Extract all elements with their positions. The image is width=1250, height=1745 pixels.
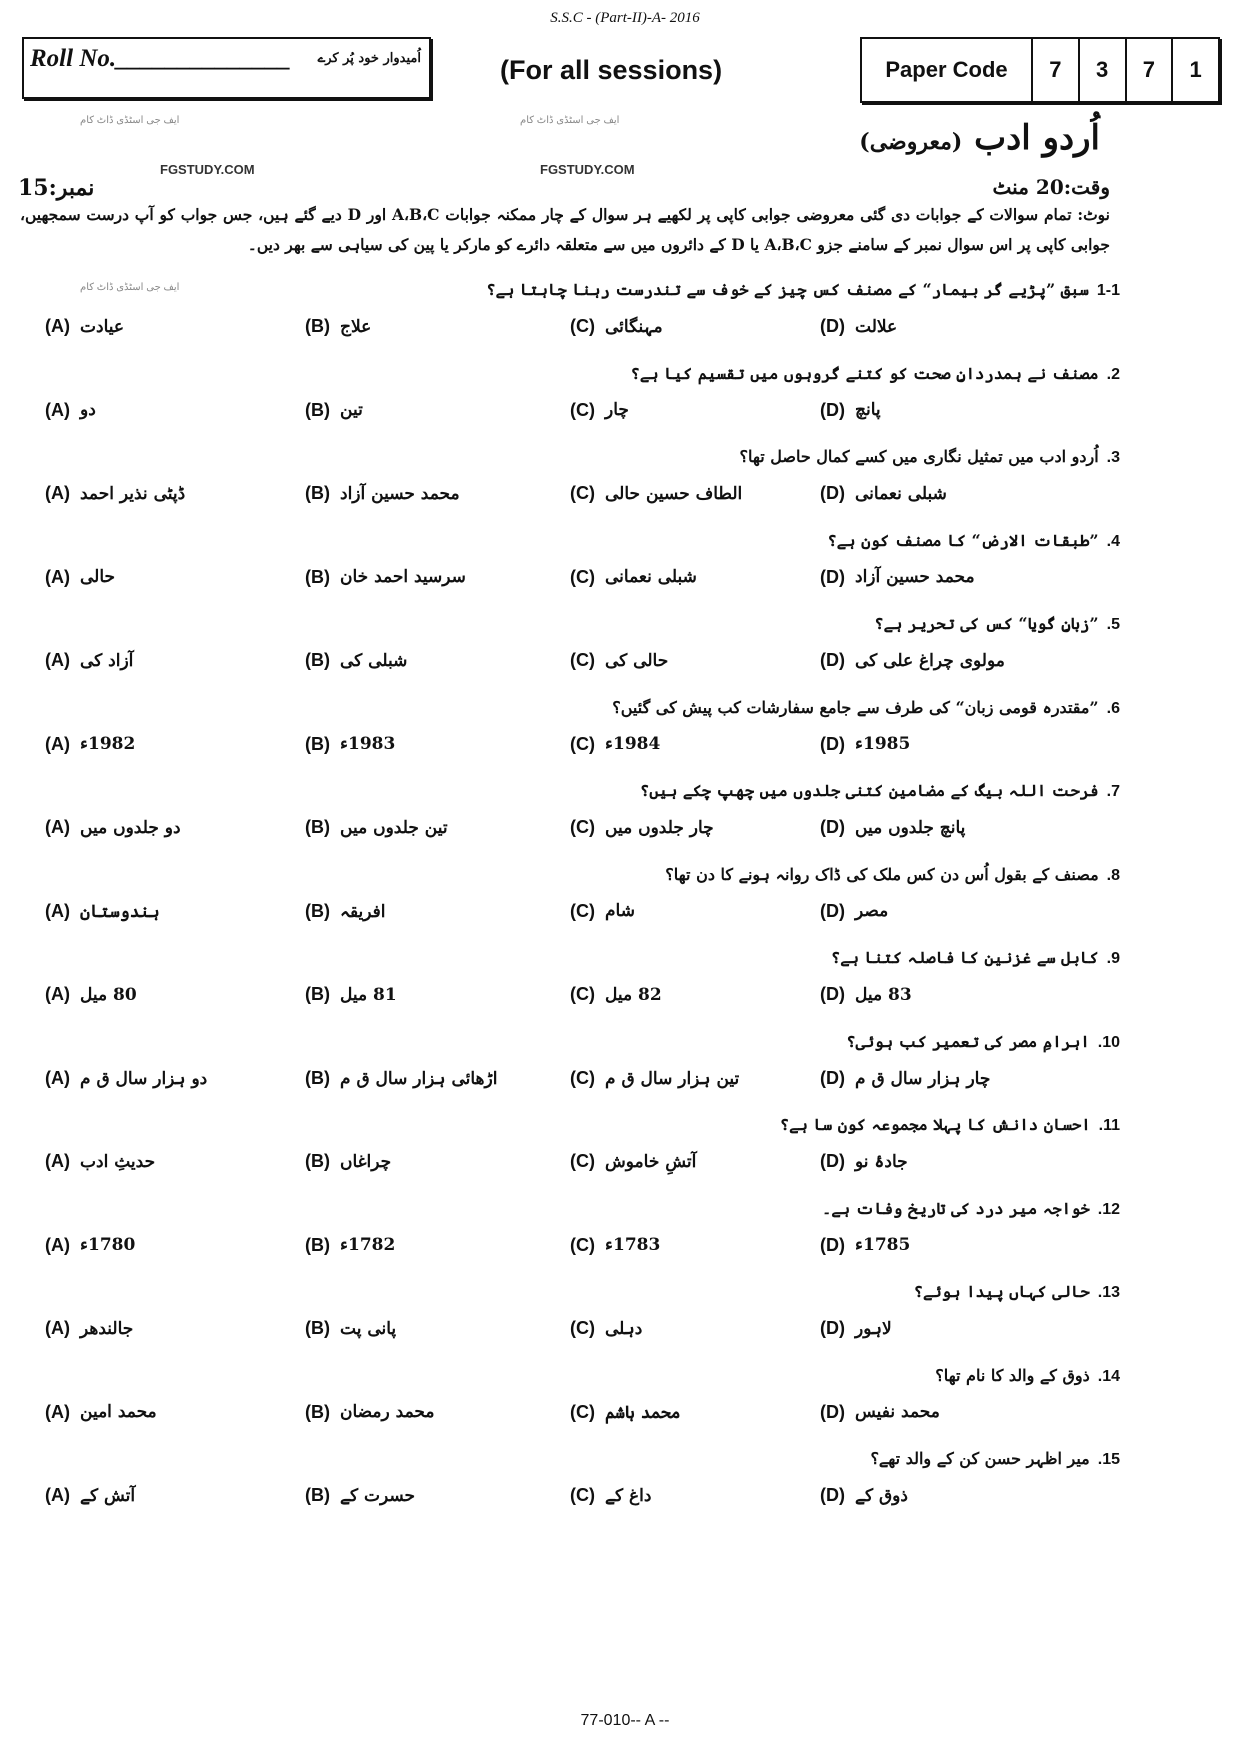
option-label: (A) <box>45 900 70 921</box>
question-item <box>0 278 1250 362</box>
answer-option <box>570 1151 696 1172</box>
question-text <box>612 698 1120 718</box>
option-label: (B) <box>305 984 330 1004</box>
option-text: ڈپٹی نذیر احمد <box>80 483 186 504</box>
question-text <box>874 614 1120 634</box>
option-label: (C) <box>570 1485 595 1505</box>
answer-option <box>45 483 185 504</box>
question-item <box>0 696 1250 780</box>
question-stem: احسان دانش کا پہلا مجموعہ کون سا ہے؟ <box>779 1115 1091 1134</box>
answer-option <box>820 1151 908 1172</box>
answer-option <box>570 817 714 838</box>
option-text: 1785ء <box>855 1235 911 1255</box>
roll-number-label: Roll No.______________ <box>30 45 292 72</box>
option-text: ہندوستان <box>80 901 160 922</box>
answer-option <box>820 400 881 421</box>
question-item <box>0 863 1250 947</box>
option-label: (D) <box>820 1485 845 1505</box>
option-text: محمد حسین آزاد <box>340 483 460 504</box>
answer-option <box>820 734 910 755</box>
option-text: جادۂ نو <box>855 1152 908 1172</box>
option-text: 1783ء <box>605 1235 661 1255</box>
option-text: 1780ء <box>80 1235 136 1255</box>
question-stem: مصنف نے ہمدردانِ صحت کو کتنے گروہوں میں تقسیم کیا ہے؟ <box>630 363 1099 383</box>
option-text: آزاد کی <box>80 650 134 671</box>
option-label: (D) <box>820 483 845 503</box>
question-item <box>0 779 1250 863</box>
paper-code-digit: 7 <box>1125 39 1172 101</box>
option-text: عیادت <box>80 316 125 337</box>
option-text: اڑھائی ہزار سال ق م <box>340 1068 498 1089</box>
watermark: ایف جی اسٹڈی ڈاٹ کام <box>520 115 620 126</box>
option-label: (C) <box>570 733 595 754</box>
option-label: (D) <box>820 1318 845 1338</box>
option-label: (B) <box>305 399 330 420</box>
answer-option <box>305 316 371 337</box>
question-text <box>831 948 1120 968</box>
option-text: 83 میل <box>855 984 912 1005</box>
answer-option <box>820 984 912 1005</box>
option-text: الطاف حسین حالی <box>605 483 743 504</box>
option-label: (A) <box>45 650 70 670</box>
question-text <box>870 1449 1120 1469</box>
option-text: مصر <box>855 901 889 921</box>
option-text: تین جلدوں میں <box>340 817 448 838</box>
option-text: ذوق کے <box>855 1486 908 1506</box>
answer-option <box>570 483 742 504</box>
question-stem: میر اظہر حسن کن کے والد تھے؟ <box>870 1449 1090 1468</box>
question-item <box>0 1364 1250 1448</box>
answer-option <box>820 1402 940 1423</box>
option-label: (D) <box>820 316 845 336</box>
option-text: تین ہزار سال ق م <box>605 1068 740 1089</box>
option-text: چار جلدوں میں <box>605 817 714 838</box>
question-stem: حالی کہاں پیدا ہوئے؟ <box>913 1282 1090 1301</box>
answer-option <box>570 901 635 922</box>
question-text <box>846 1032 1120 1052</box>
option-label: (D) <box>820 900 845 921</box>
option-text: پانی پت <box>340 1318 397 1339</box>
question-item <box>0 612 1250 696</box>
option-label: (A) <box>45 1234 70 1255</box>
option-text: داغ کے <box>605 1486 652 1506</box>
question-text <box>630 364 1120 384</box>
answer-option <box>45 400 96 421</box>
option-text: حالی <box>80 567 116 587</box>
option-label: (D) <box>820 566 845 587</box>
option-label: (C) <box>570 316 595 336</box>
option-text: محمد ہاشم <box>605 1402 681 1423</box>
option-label: (B) <box>305 1151 330 1171</box>
answer-option <box>305 1068 497 1089</box>
option-label: (C) <box>570 1067 595 1088</box>
option-label: (A) <box>45 817 70 837</box>
option-text: 82 میل <box>605 984 662 1005</box>
answer-option <box>570 984 662 1005</box>
question-number: 12. <box>1097 1200 1120 1218</box>
option-label: (C) <box>570 399 595 420</box>
answer-option <box>305 734 395 755</box>
answer-option <box>305 1402 434 1423</box>
option-text: چراغاں <box>340 1151 392 1172</box>
option-label: (B) <box>305 733 330 754</box>
question-stem: خواجہ میر درد کی تاریخ وفات ہے۔ <box>821 1198 1090 1218</box>
roll-number-note: اُمیدوار خود پُر کرے <box>317 51 421 66</box>
question-number: 14. <box>1097 1367 1120 1385</box>
option-text: مولوی چراغ علی کی <box>855 650 1005 671</box>
question-number: 4. <box>1106 532 1120 550</box>
question-item <box>0 1030 1250 1114</box>
option-text: 1985ء <box>855 734 911 754</box>
answer-option <box>45 1235 135 1256</box>
answer-option <box>570 316 663 337</box>
answer-option <box>305 984 397 1005</box>
option-text: 81 میل <box>340 984 397 1005</box>
option-label: (A) <box>45 483 70 503</box>
option-label: (B) <box>305 1234 330 1255</box>
answer-option <box>45 1485 135 1506</box>
option-text: 1984ء <box>605 734 661 754</box>
answer-option <box>45 984 137 1005</box>
option-text: محمد حسین آزاد <box>855 567 975 587</box>
question-stem: ذوق کے والد کا نام تھا؟ <box>935 1365 1090 1385</box>
option-text: افریقہ <box>340 901 386 922</box>
option-label: (D) <box>820 1234 845 1255</box>
option-label: (A) <box>45 1151 70 1171</box>
question-number: 3. <box>1106 449 1120 466</box>
option-label: (B) <box>305 1401 330 1422</box>
answer-option <box>820 1318 892 1339</box>
option-text: دو ہزار سال ق م <box>80 1068 208 1089</box>
answer-option <box>570 734 660 755</box>
option-label: (D) <box>820 733 845 754</box>
question-stem: کابل سے غزنین کا فاصلہ کتنا ہے؟ <box>830 948 1099 967</box>
option-text: پانچ <box>855 400 881 420</box>
watermark: FGSTUDY.COM <box>540 162 635 177</box>
question-text <box>827 531 1120 551</box>
instructions-note: نوٹ: تمام سوالات کے جوابات دی گئی معروضی جوابی کاپی پر لکھیے ہر سوال کے چار ممکنہ جوابات A،B،C اور D دیے گئے ہیں، جس جواب کو آپ درست سمجھیں، جوابی کاپی پر اس سوال نمبر کے سامنے جزو A،B،C یا D کے دائروں میں سے متعلقہ دائرے کو مارکر یا پین کی سیاہی سے بھر دیں۔ <box>20 205 1110 254</box>
answer-option <box>45 316 124 337</box>
question-item <box>0 1447 1250 1531</box>
question-text <box>914 1282 1120 1302</box>
option-text: محمد نفیس <box>855 1402 940 1422</box>
option-label: (C) <box>570 1151 595 1171</box>
option-text: حالی کی <box>605 650 669 671</box>
question-text <box>665 865 1120 885</box>
paper-code-digit: 3 <box>1078 39 1125 101</box>
option-text: محمد امین <box>80 1402 157 1422</box>
option-text: چار ہزار سال ق م <box>855 1068 991 1089</box>
answer-option <box>820 817 965 838</box>
answer-option <box>305 567 466 588</box>
watermark: ایف جی اسٹڈی ڈاٹ کام <box>80 282 180 293</box>
question-number: 13. <box>1097 1284 1120 1301</box>
option-text: حسرت کے <box>340 1486 416 1506</box>
option-label: (D) <box>820 1067 845 1088</box>
question-item <box>0 529 1250 613</box>
paper-code-digit: 1 <box>1171 39 1218 101</box>
question-number: 9. <box>1106 950 1120 967</box>
option-label: (C) <box>570 817 595 837</box>
watermark: FGSTUDY.COM <box>160 162 255 177</box>
answer-option <box>305 1151 391 1172</box>
answer-option <box>820 483 947 504</box>
option-label: (A) <box>45 1318 70 1338</box>
answer-option <box>305 1235 395 1256</box>
question-number: 1-1 <box>1096 282 1120 299</box>
answer-option <box>820 650 1005 671</box>
answer-option <box>820 316 897 337</box>
option-label: (B) <box>305 650 330 670</box>
option-text: محمد رمضان <box>340 1402 435 1422</box>
sessions-label: (For all sessions) <box>500 55 723 85</box>
answer-option <box>45 817 181 838</box>
question-stem: ”زبانِ گویا“ کس کی تحریر ہے؟ <box>874 614 1099 633</box>
option-label: (D) <box>820 984 845 1004</box>
option-text: شام <box>605 901 635 921</box>
question-stem: ”مقتدرہ قومی زبان“ کی طرف سے جامع سفارشات کب پیش کی گئیں؟ <box>612 697 1099 717</box>
option-label: (B) <box>305 1067 330 1088</box>
answer-option <box>45 650 133 671</box>
option-label: (C) <box>570 1318 595 1338</box>
option-label: (B) <box>305 483 330 503</box>
question-stem: اُردو ادب میں تمثیل نگاری میں کسے کمال حاصل تھا؟ <box>739 447 1099 466</box>
option-text: شبلی نعمانی <box>605 567 697 587</box>
option-text: شبلی کی <box>340 650 408 671</box>
question-stem: ”طبقات الارض“ کا مصنف کون ہے؟ <box>827 530 1099 550</box>
option-label: (B) <box>305 316 330 336</box>
answer-option <box>305 1318 396 1339</box>
roll-number-box <box>22 37 431 99</box>
question-number: 5. <box>1106 616 1120 633</box>
answer-option <box>305 483 460 504</box>
question-text <box>740 447 1121 467</box>
option-label: (A) <box>45 316 70 336</box>
answer-option <box>570 650 668 671</box>
answer-option <box>305 650 407 671</box>
answer-option <box>570 567 697 588</box>
answer-option <box>45 734 135 755</box>
answer-option <box>45 567 115 588</box>
paper-code-box <box>860 37 1220 103</box>
question-stem: مصنف کے بقول اُس دن کس ملک کی ڈاک روانہ ہونے کا دن تھا؟ <box>665 864 1099 884</box>
option-text: علالت <box>855 316 898 337</box>
footer-code: 77-010-- A -- <box>580 1712 670 1729</box>
option-text: شبلی نعمانی <box>855 483 947 504</box>
question-item <box>0 445 1250 529</box>
question-number: 15. <box>1097 1451 1120 1468</box>
answer-option <box>820 567 975 588</box>
option-label: (C) <box>570 650 595 670</box>
answer-option <box>820 1068 990 1089</box>
answer-option <box>45 1318 133 1339</box>
option-label: (D) <box>820 1401 845 1422</box>
subject-title <box>859 118 1100 158</box>
question-number: 6. <box>1106 699 1120 717</box>
question-item <box>0 1280 1250 1364</box>
answer-option <box>45 901 160 922</box>
question-number: 11. <box>1098 1117 1120 1134</box>
time-allowed: وقت:20 منٹ <box>992 175 1110 199</box>
question-number: 2. <box>1106 365 1120 383</box>
question-text <box>486 280 1120 300</box>
question-item <box>0 1113 1250 1197</box>
option-text: دہلی <box>605 1319 643 1339</box>
option-label: (D) <box>820 817 845 837</box>
option-label: (C) <box>570 483 595 503</box>
option-label: (B) <box>305 817 330 837</box>
option-label: (C) <box>570 984 595 1004</box>
question-item <box>0 946 1250 1030</box>
answer-option <box>305 400 363 421</box>
option-text: تین <box>340 400 363 420</box>
paper-code-label: Paper Code <box>885 57 1008 82</box>
option-label: (A) <box>45 1067 70 1088</box>
answer-option <box>570 1235 660 1256</box>
answer-option <box>570 400 629 421</box>
answer-option <box>45 1151 155 1172</box>
option-text: چار <box>605 400 629 420</box>
exam-code: S.S.C - (Part-II)-A- 2016 <box>550 10 700 26</box>
option-text: آتشِ خاموش <box>605 1151 697 1172</box>
option-label: (B) <box>305 1485 330 1505</box>
answer-option <box>820 1485 908 1506</box>
answer-option <box>570 1485 651 1506</box>
option-text: 1983ء <box>340 734 396 754</box>
option-text: پانچ جلدوں میں <box>855 817 966 838</box>
option-text: علاج <box>340 316 372 337</box>
question-text <box>780 1115 1120 1135</box>
option-text: 80 میل <box>80 984 137 1005</box>
option-text: حدیثِ ادب <box>80 1151 156 1172</box>
question-number: 8. <box>1106 866 1120 884</box>
option-label: (D) <box>820 399 845 420</box>
total-marks: نمبر:15 <box>18 175 95 201</box>
answer-option <box>305 1485 415 1506</box>
question-list <box>0 278 1250 1531</box>
option-text: لاہور <box>855 1319 892 1339</box>
option-label: (A) <box>45 1485 70 1505</box>
paper-code-digit: 7 <box>1031 39 1078 101</box>
answer-option <box>820 901 888 922</box>
option-text: مہنگائی <box>605 317 663 337</box>
option-label: (A) <box>45 399 70 420</box>
question-text <box>935 1366 1120 1386</box>
option-label: (A) <box>45 566 70 587</box>
answer-option <box>45 1068 207 1089</box>
answer-option <box>45 1402 157 1423</box>
option-text: 1982ء <box>80 734 136 754</box>
question-stem: سبق ”پڑیے گر بیمار“ کے مصنف کس چیز کے خوف سے تندرست رہنا چاہتا ہے؟ <box>486 280 1089 299</box>
option-label: (A) <box>45 733 70 754</box>
question-number: 7. <box>1106 783 1120 800</box>
question-item <box>0 362 1250 446</box>
subject-type: (معروضی) <box>859 129 963 155</box>
option-text: آتش کے <box>80 1486 136 1506</box>
option-label: (C) <box>570 900 595 921</box>
option-text: دو <box>80 400 96 420</box>
option-label: (B) <box>305 566 330 587</box>
option-label: (D) <box>820 650 845 670</box>
option-label: (B) <box>305 900 330 921</box>
question-item <box>0 1197 1250 1281</box>
option-text: 1782ء <box>340 1235 396 1255</box>
option-label: (A) <box>45 1401 70 1422</box>
option-text: جالندھر <box>80 1318 134 1339</box>
answer-option <box>570 1068 739 1089</box>
subject-name: اُردو ادب <box>974 118 1100 158</box>
option-label: (B) <box>305 1318 330 1338</box>
option-label: (C) <box>570 1234 595 1255</box>
watermark: ایف جی اسٹڈی ڈاٹ کام <box>80 115 180 126</box>
option-text: دو جلدوں میں <box>80 817 181 838</box>
option-label: (D) <box>820 1151 845 1171</box>
option-label: (C) <box>570 566 595 587</box>
option-label: (A) <box>45 984 70 1004</box>
answer-option <box>570 1318 642 1339</box>
question-stem: اہرامِ مصر کی تعمیر کب ہوئی؟ <box>846 1031 1090 1051</box>
question-number: 10. <box>1097 1033 1120 1051</box>
question-stem: فرحت اللہ بیگ کے مضامین کتنی جلدوں میں چھپ چکے ہیں؟ <box>639 781 1099 800</box>
answer-option <box>570 1402 681 1423</box>
option-label: (C) <box>570 1401 595 1422</box>
answer-option <box>305 901 386 922</box>
question-text <box>640 781 1120 801</box>
question-text <box>822 1199 1120 1219</box>
option-text: سرسید احمد خان <box>340 567 466 587</box>
answer-option <box>820 1235 910 1256</box>
answer-option <box>305 817 448 838</box>
